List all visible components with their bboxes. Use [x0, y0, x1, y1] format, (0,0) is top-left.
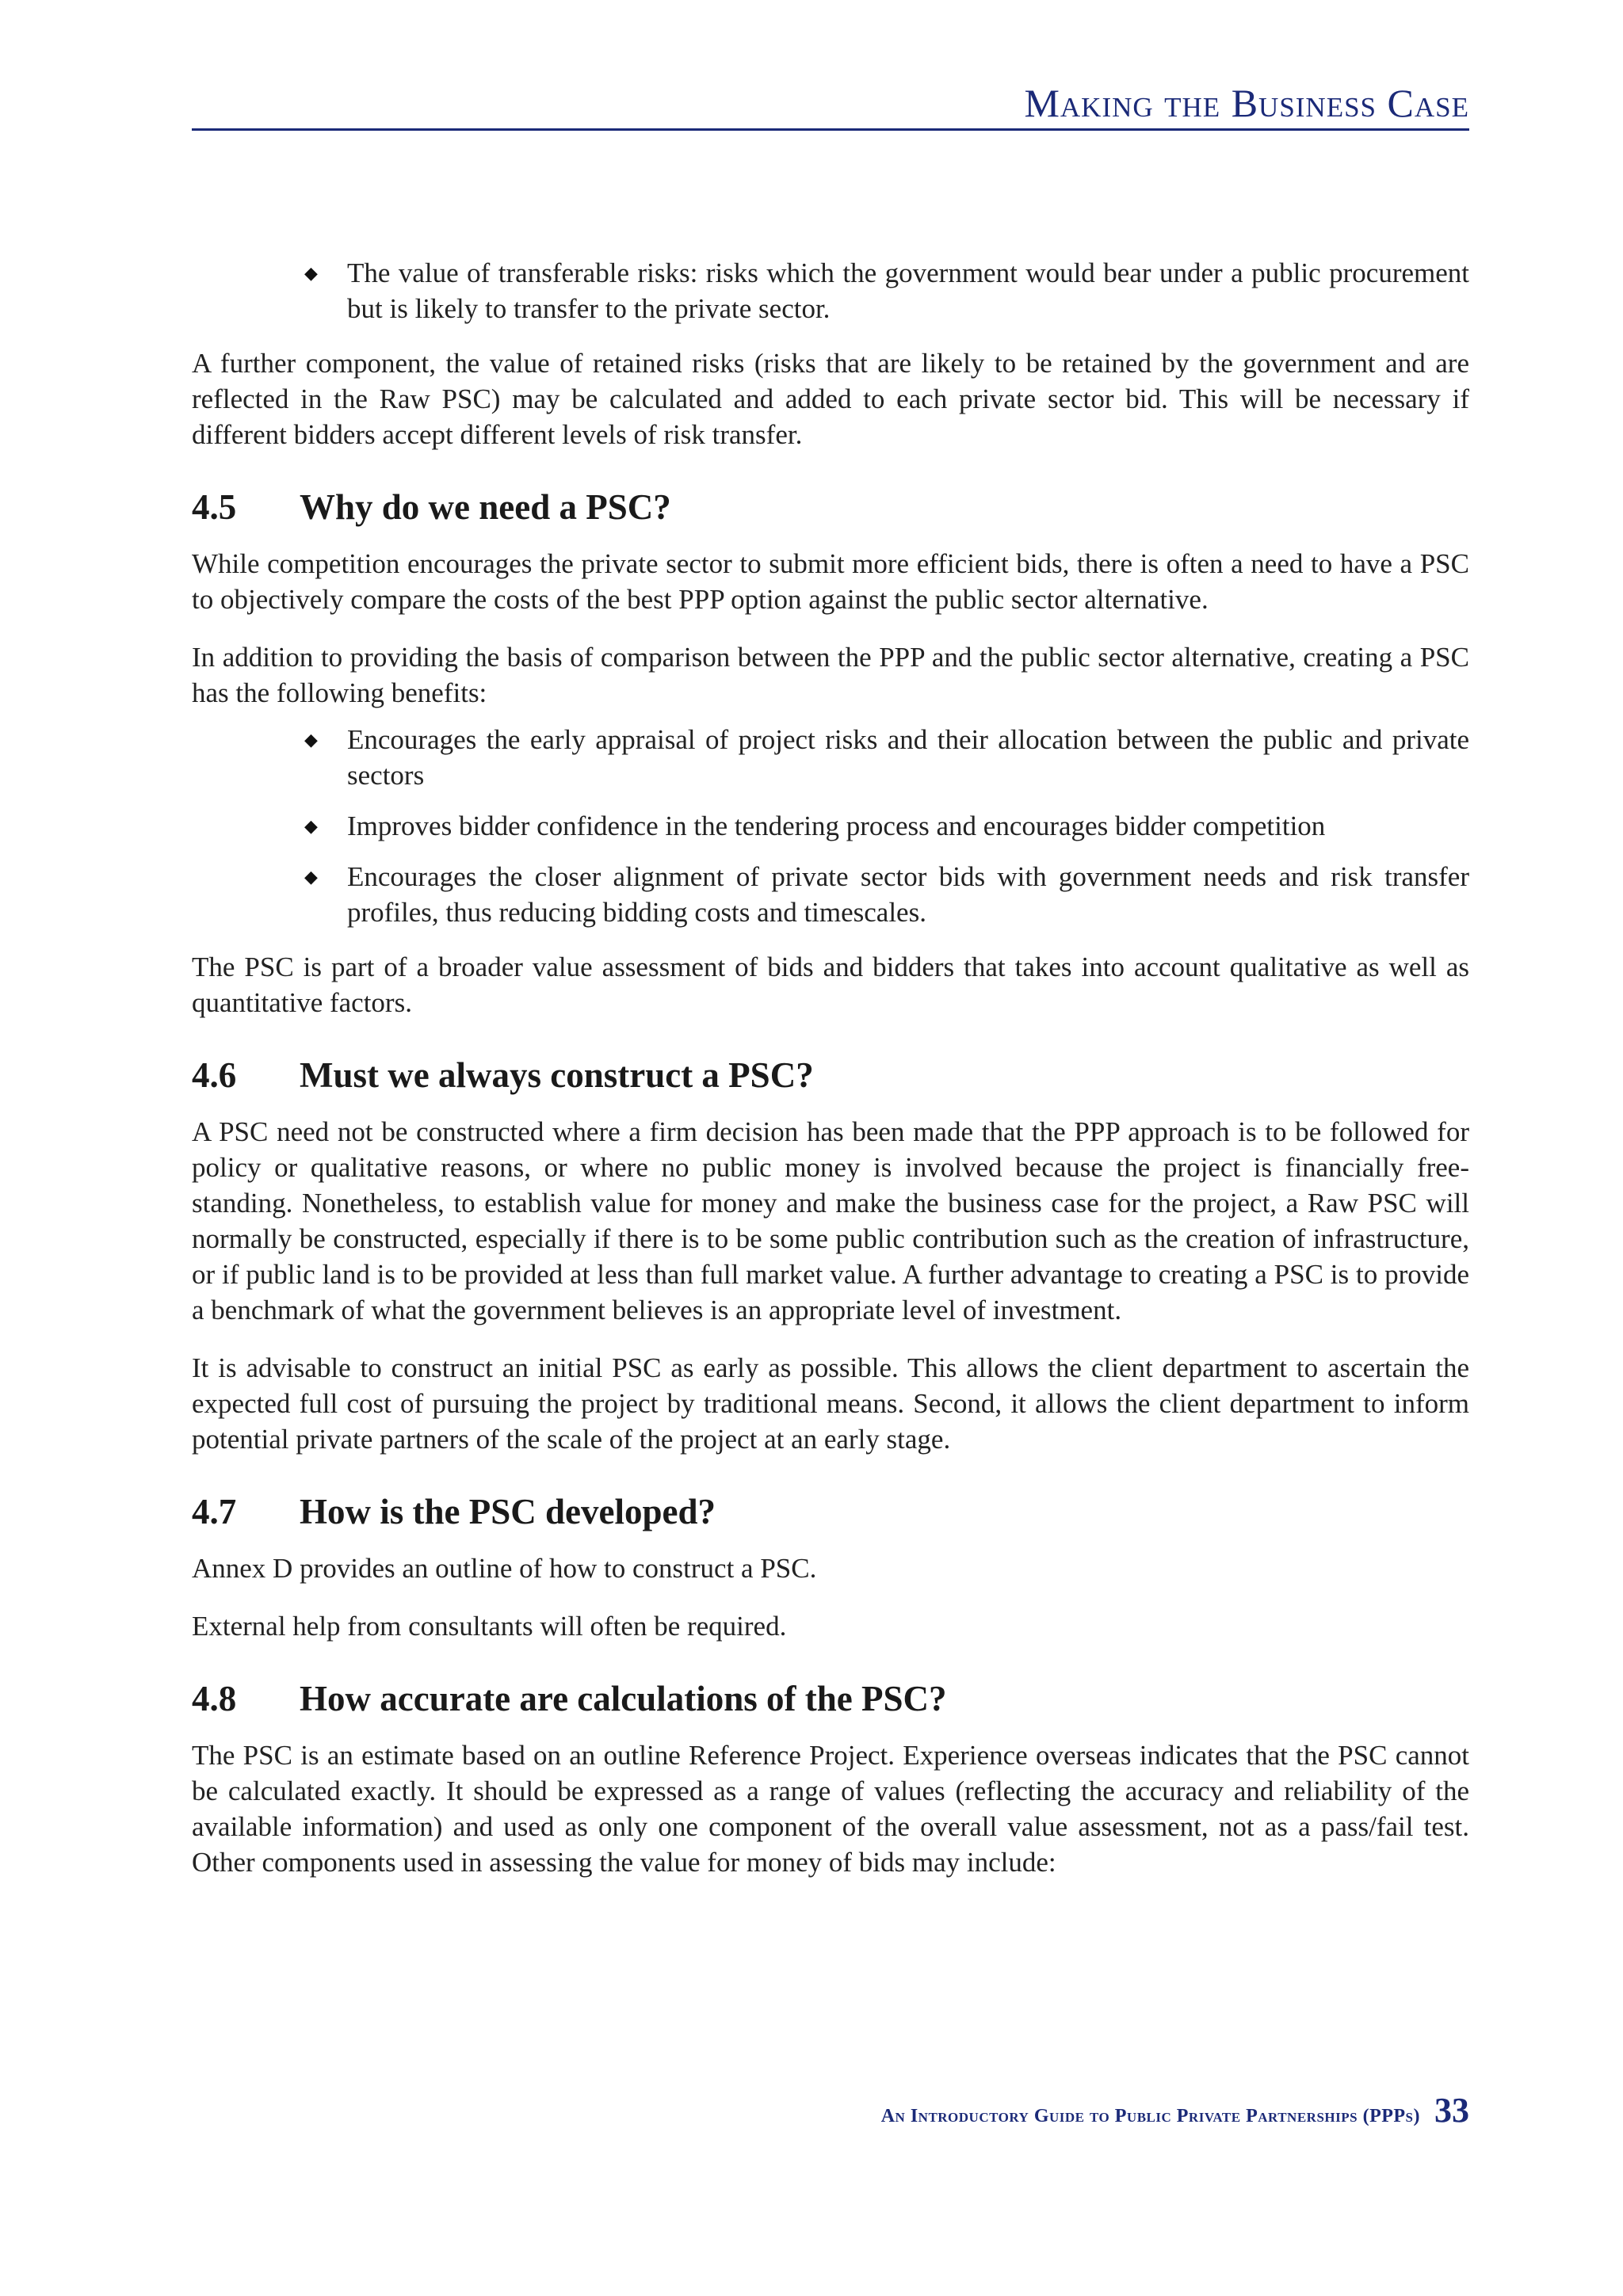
paragraph: The PSC is part of a broader value assessment of bids and bidders that takes into account qualitative as well as quantitative factors. [192, 952, 1469, 1018]
section-heading-4-5: 4.5 Why do we need a PSC? [192, 487, 671, 527]
paragraph: Annex D provides an outline of how to construct a PSC. [192, 1553, 817, 1584]
paragraph: While competition encourages the private sector to submit more efficient bids, there is often a need to have a PSC to objectively compare the costs of the best PPP option against the public sector alternative. [192, 548, 1469, 615]
intro-bullet-list [192, 255, 1469, 326]
list-item: ◆ Encourages the closer alignment of private sector bids with government needs and risk transfer profiles, thus reducing bidding costs and timescales. [347, 859, 1469, 930]
footer-title: An Introductory Guide to Public Private Partnerships (PPPs) [880, 2106, 1420, 2126]
paragraph: It is advisable to construct an initial PSC as early as possible. This allows the client department to ascertain the expected full cost of pursuing the project by traditional means. Second, it allows the client department to inform potential private partners of the scale of the project at an early stage. [192, 1352, 1469, 1455]
benefits-bullet-list [192, 722, 1469, 930]
diamond-bullet-icon: ◆ [304, 263, 318, 283]
page-body [192, 255, 1469, 1902]
paragraph: A PSC need not be constructed where a firm decision has been made that the PPP approach is to be followed for policy or qualitative reasons, or where no public money is involved because the project is financially free-standing. Nonetheless, to establish value for money and make the business case for the project, a Raw PSC will normally be constructed, especially if there is to be some public contribution such as the creation of infrastructure, or if public land is to be provided at less than full market value. A further advantage to creating a PSC is to provide a benchmark of what the government believes is an appropriate level of investment. [192, 1116, 1469, 1325]
diamond-bullet-icon: ◆ [304, 867, 318, 887]
page-number: 33 [1434, 2091, 1469, 2130]
list-item: ◆ The value of transferable risks: risks which the government would bear under a public procurement but is likely to transfer to the private sector. [347, 255, 1469, 326]
paragraph: External help from consultants will often be required. [192, 1611, 787, 1642]
list-item: ◆ Encourages the early appraisal of project risks and their allocation between the public and private sectors [347, 722, 1469, 793]
running-header: Making the Business Case [1024, 81, 1469, 125]
running-footer [192, 2090, 1469, 2130]
diamond-bullet-icon: ◆ [304, 816, 318, 836]
header-rule [192, 128, 1469, 131]
list-item: ◆ Improves bidder confidence in the tendering process and encourages bidder competition [347, 808, 1469, 844]
paragraph: A further component, the value of retained risks (risks that are likely to be retained by the government and are reflected in the Raw PSC) may be calculated and added to each private sector bid. This will be necessary if different bidders accept different levels of risk transfer. [192, 348, 1469, 450]
section-heading-4-6: 4.6 Must we always construct a PSC? [192, 1055, 814, 1095]
paragraph: The PSC is an estimate based on an outline Reference Project. Experience overseas indicates that the PSC cannot be calculated exactly. It should be expressed as a range of values (reflecting the accuracy and reliability of the available information) and used as only one component of the overall value assessment, not as a pass/fail test. Other components used in assessing the value for money of bids may include: [192, 1740, 1469, 1878]
section-heading-4-7: 4.7 How is the PSC developed? [192, 1492, 716, 1531]
paragraph: In addition to providing the basis of comparison between the PPP and the public sector alternative, creating a PSC has the following benefits: [192, 642, 1469, 708]
section-heading-4-8: 4.8 How accurate are calculations of the PSC? [192, 1679, 947, 1718]
diamond-bullet-icon: ◆ [304, 730, 318, 749]
